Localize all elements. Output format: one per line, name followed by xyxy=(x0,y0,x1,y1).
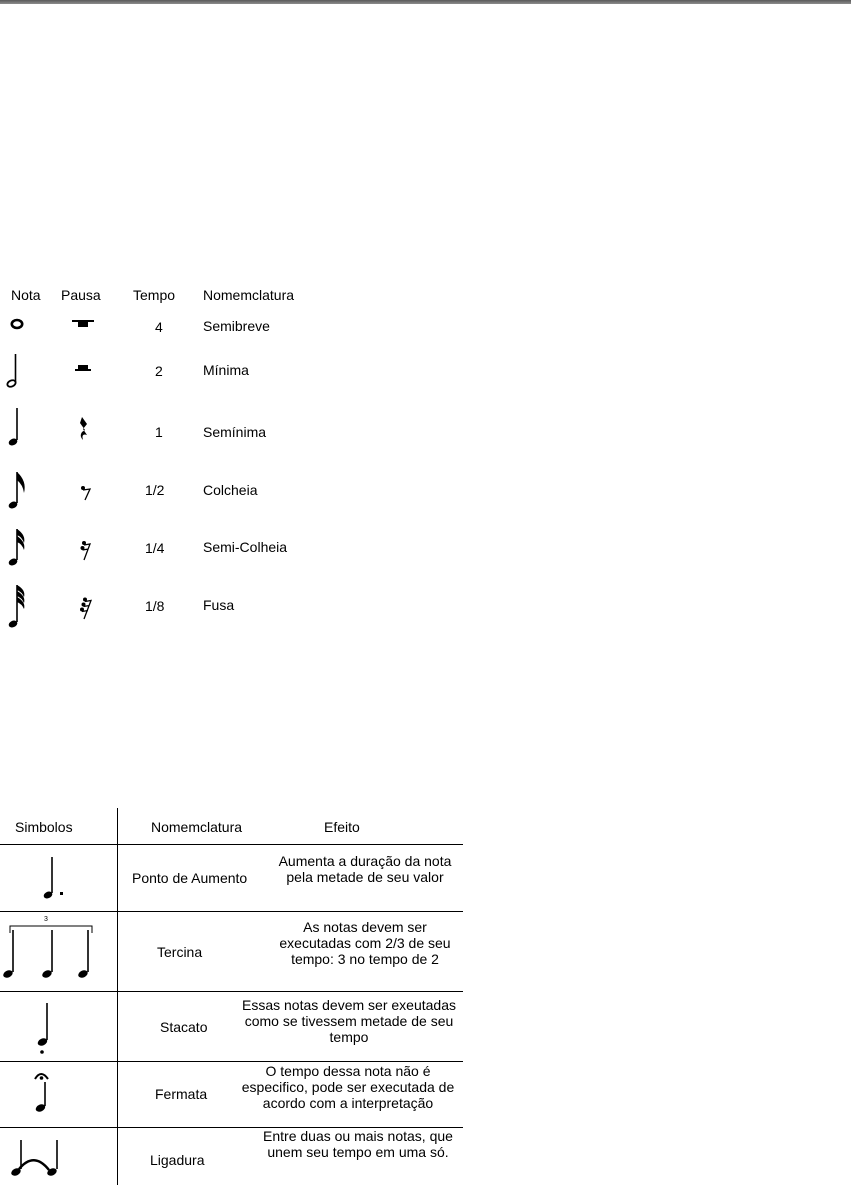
row-time: 4 xyxy=(155,319,163,335)
column-divider xyxy=(117,808,118,1185)
symbol-effect: Aumenta a duração da nota pela metade de seu valor xyxy=(278,853,452,885)
symbol-effect: As notas devem ser executadas com 2/3 de seu tempo: 3 no tempo de 2 xyxy=(279,919,451,967)
row-name: Fusa xyxy=(203,597,235,613)
symbols-table xyxy=(0,808,463,1185)
dotted-quarter-note-icon xyxy=(40,856,70,902)
half-rest-icon xyxy=(75,362,91,374)
row-name: Colcheia xyxy=(203,482,258,498)
row-time: 1 xyxy=(155,424,163,440)
fermata-note-icon xyxy=(32,1068,56,1122)
symbol-name: Ligadura xyxy=(150,1152,205,1168)
symbol-effect: O tempo dessa nota não é especifico, pode ser executada de acordo com a interpretação xyxy=(241,1063,455,1111)
header-symbol: Simbolos xyxy=(15,819,73,835)
quarter-note-icon xyxy=(5,408,21,448)
thirty-second-note-icon xyxy=(5,584,27,630)
header-time: Tempo xyxy=(133,287,176,303)
sixteenth-rest-icon xyxy=(80,540,92,562)
symbol-name: Stacato xyxy=(160,1019,208,1035)
row-name: Semibreve xyxy=(203,318,270,334)
row-name: Semi-Colheia xyxy=(203,539,288,555)
row-name: Semínima xyxy=(203,424,267,440)
half-note-icon xyxy=(4,353,20,389)
header-name: Nomemclatura xyxy=(151,819,243,835)
sixteenth-note-icon xyxy=(5,528,27,568)
tie-icon xyxy=(7,1134,63,1180)
row-time: 1/4 xyxy=(145,540,165,556)
row-name: Mínima xyxy=(203,362,249,378)
symbol-effect: Entre duas ou mais notas, que unem seu tempo em uma só. xyxy=(263,1128,453,1160)
triplet-number: 3 xyxy=(44,916,48,923)
staccato-note-icon xyxy=(34,1002,54,1056)
row-divider xyxy=(0,991,463,992)
header-effect: Efeito xyxy=(324,819,360,835)
row-time: 1/2 xyxy=(145,482,165,498)
header-rest: Pausa xyxy=(61,287,101,303)
symbol-name: Ponto de Aumento xyxy=(132,870,248,886)
triplet-icon xyxy=(0,914,96,986)
top-rule xyxy=(0,0,851,4)
whole-note-icon xyxy=(10,318,24,330)
quarter-rest-icon xyxy=(78,416,90,444)
thirty-second-rest-icon xyxy=(80,597,92,621)
header-name: Nomemclatura xyxy=(203,287,295,303)
row-divider xyxy=(0,911,463,912)
eighth-note-icon xyxy=(5,471,27,511)
symbol-name: Tercina xyxy=(157,944,203,960)
row-divider xyxy=(0,1061,463,1062)
row-divider xyxy=(0,844,463,845)
row-time: 1/8 xyxy=(145,598,165,614)
eighth-rest-icon xyxy=(80,484,92,502)
header-note: Nota xyxy=(11,287,41,303)
symbol-effect: Essas notas devem ser exeutadas como se tivessem metade de seu tempo xyxy=(241,997,456,1045)
symbol-name: Fermata xyxy=(155,1086,208,1102)
whole-rest-icon xyxy=(72,318,94,330)
row-time: 2 xyxy=(155,363,163,379)
